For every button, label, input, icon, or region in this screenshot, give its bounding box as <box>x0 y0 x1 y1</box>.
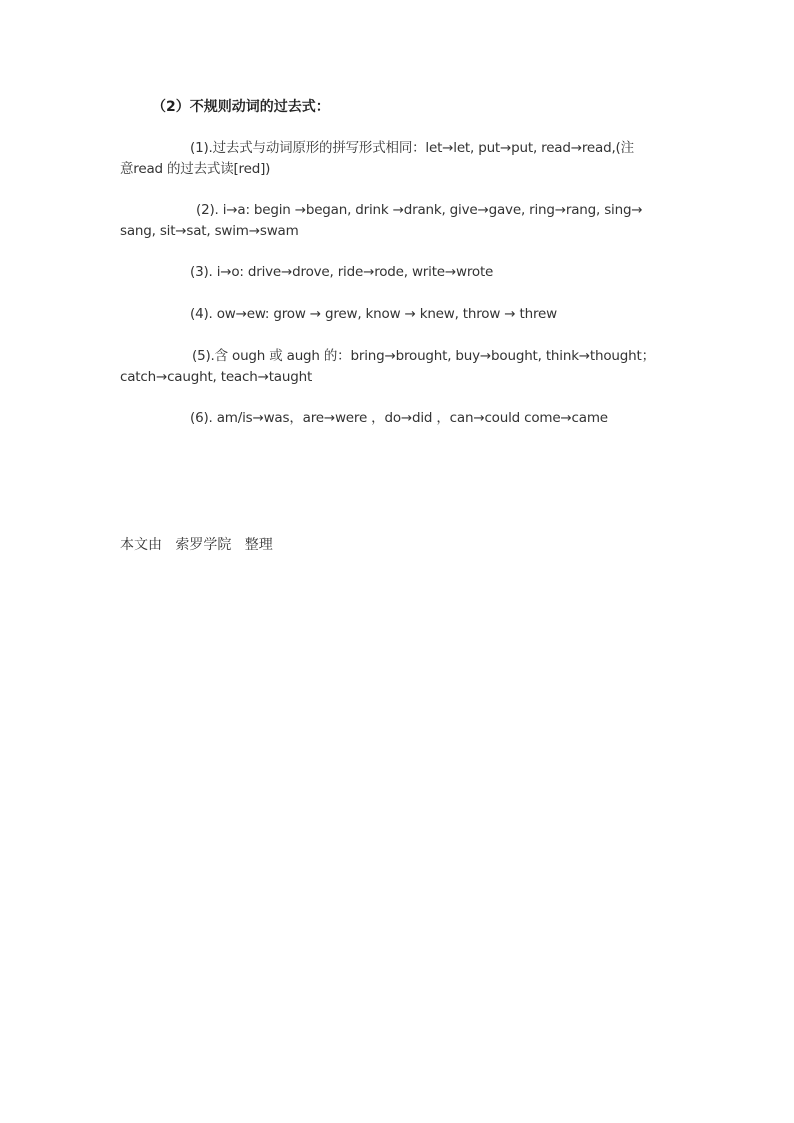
footer-credit: 本文由 索罗学院 整理 <box>120 537 273 553</box>
section-heading: （2）不规则动词的过去式： <box>152 99 330 115</box>
rule-item-1-line1: (1).过去式与动词原形的拼写形式相同：let→let, put→put, read→read,(注 <box>190 140 634 156</box>
rule-item-2 <box>120 200 680 242</box>
rule-item-4-line1: (4). ow→ew: grow → grew, know → knew, throw → threw <box>190 306 557 322</box>
rule-item-2-line2: sang, sit→sat, swim→swam <box>120 223 299 239</box>
rule-item-3 <box>120 262 680 283</box>
rule-item-5 <box>120 346 680 388</box>
rule-item-2-line1: (2). i→a: begin →began, drink →drank, give→gave, ring→rang, sing→ <box>196 202 643 218</box>
rule-item-1 <box>120 138 680 180</box>
rule-item-5-line2: catch→caught, teach→taught <box>120 369 313 385</box>
rule-item-4 <box>120 304 680 325</box>
rule-item-5-line1: (5).含 ough 或 augh 的：bring→brought, buy→bought, think→thought； <box>192 348 655 364</box>
rule-item-1-line2: 意read 的过去式读[red]) <box>120 161 271 177</box>
rule-item-6 <box>120 408 680 429</box>
rule-item-3-line1: (3). i→o: drive→drove, ride→rode, write→wrote <box>190 264 494 280</box>
rule-item-6-line1: (6). am/is→was，are→were ，do→did ，can→could come→came <box>190 410 608 426</box>
